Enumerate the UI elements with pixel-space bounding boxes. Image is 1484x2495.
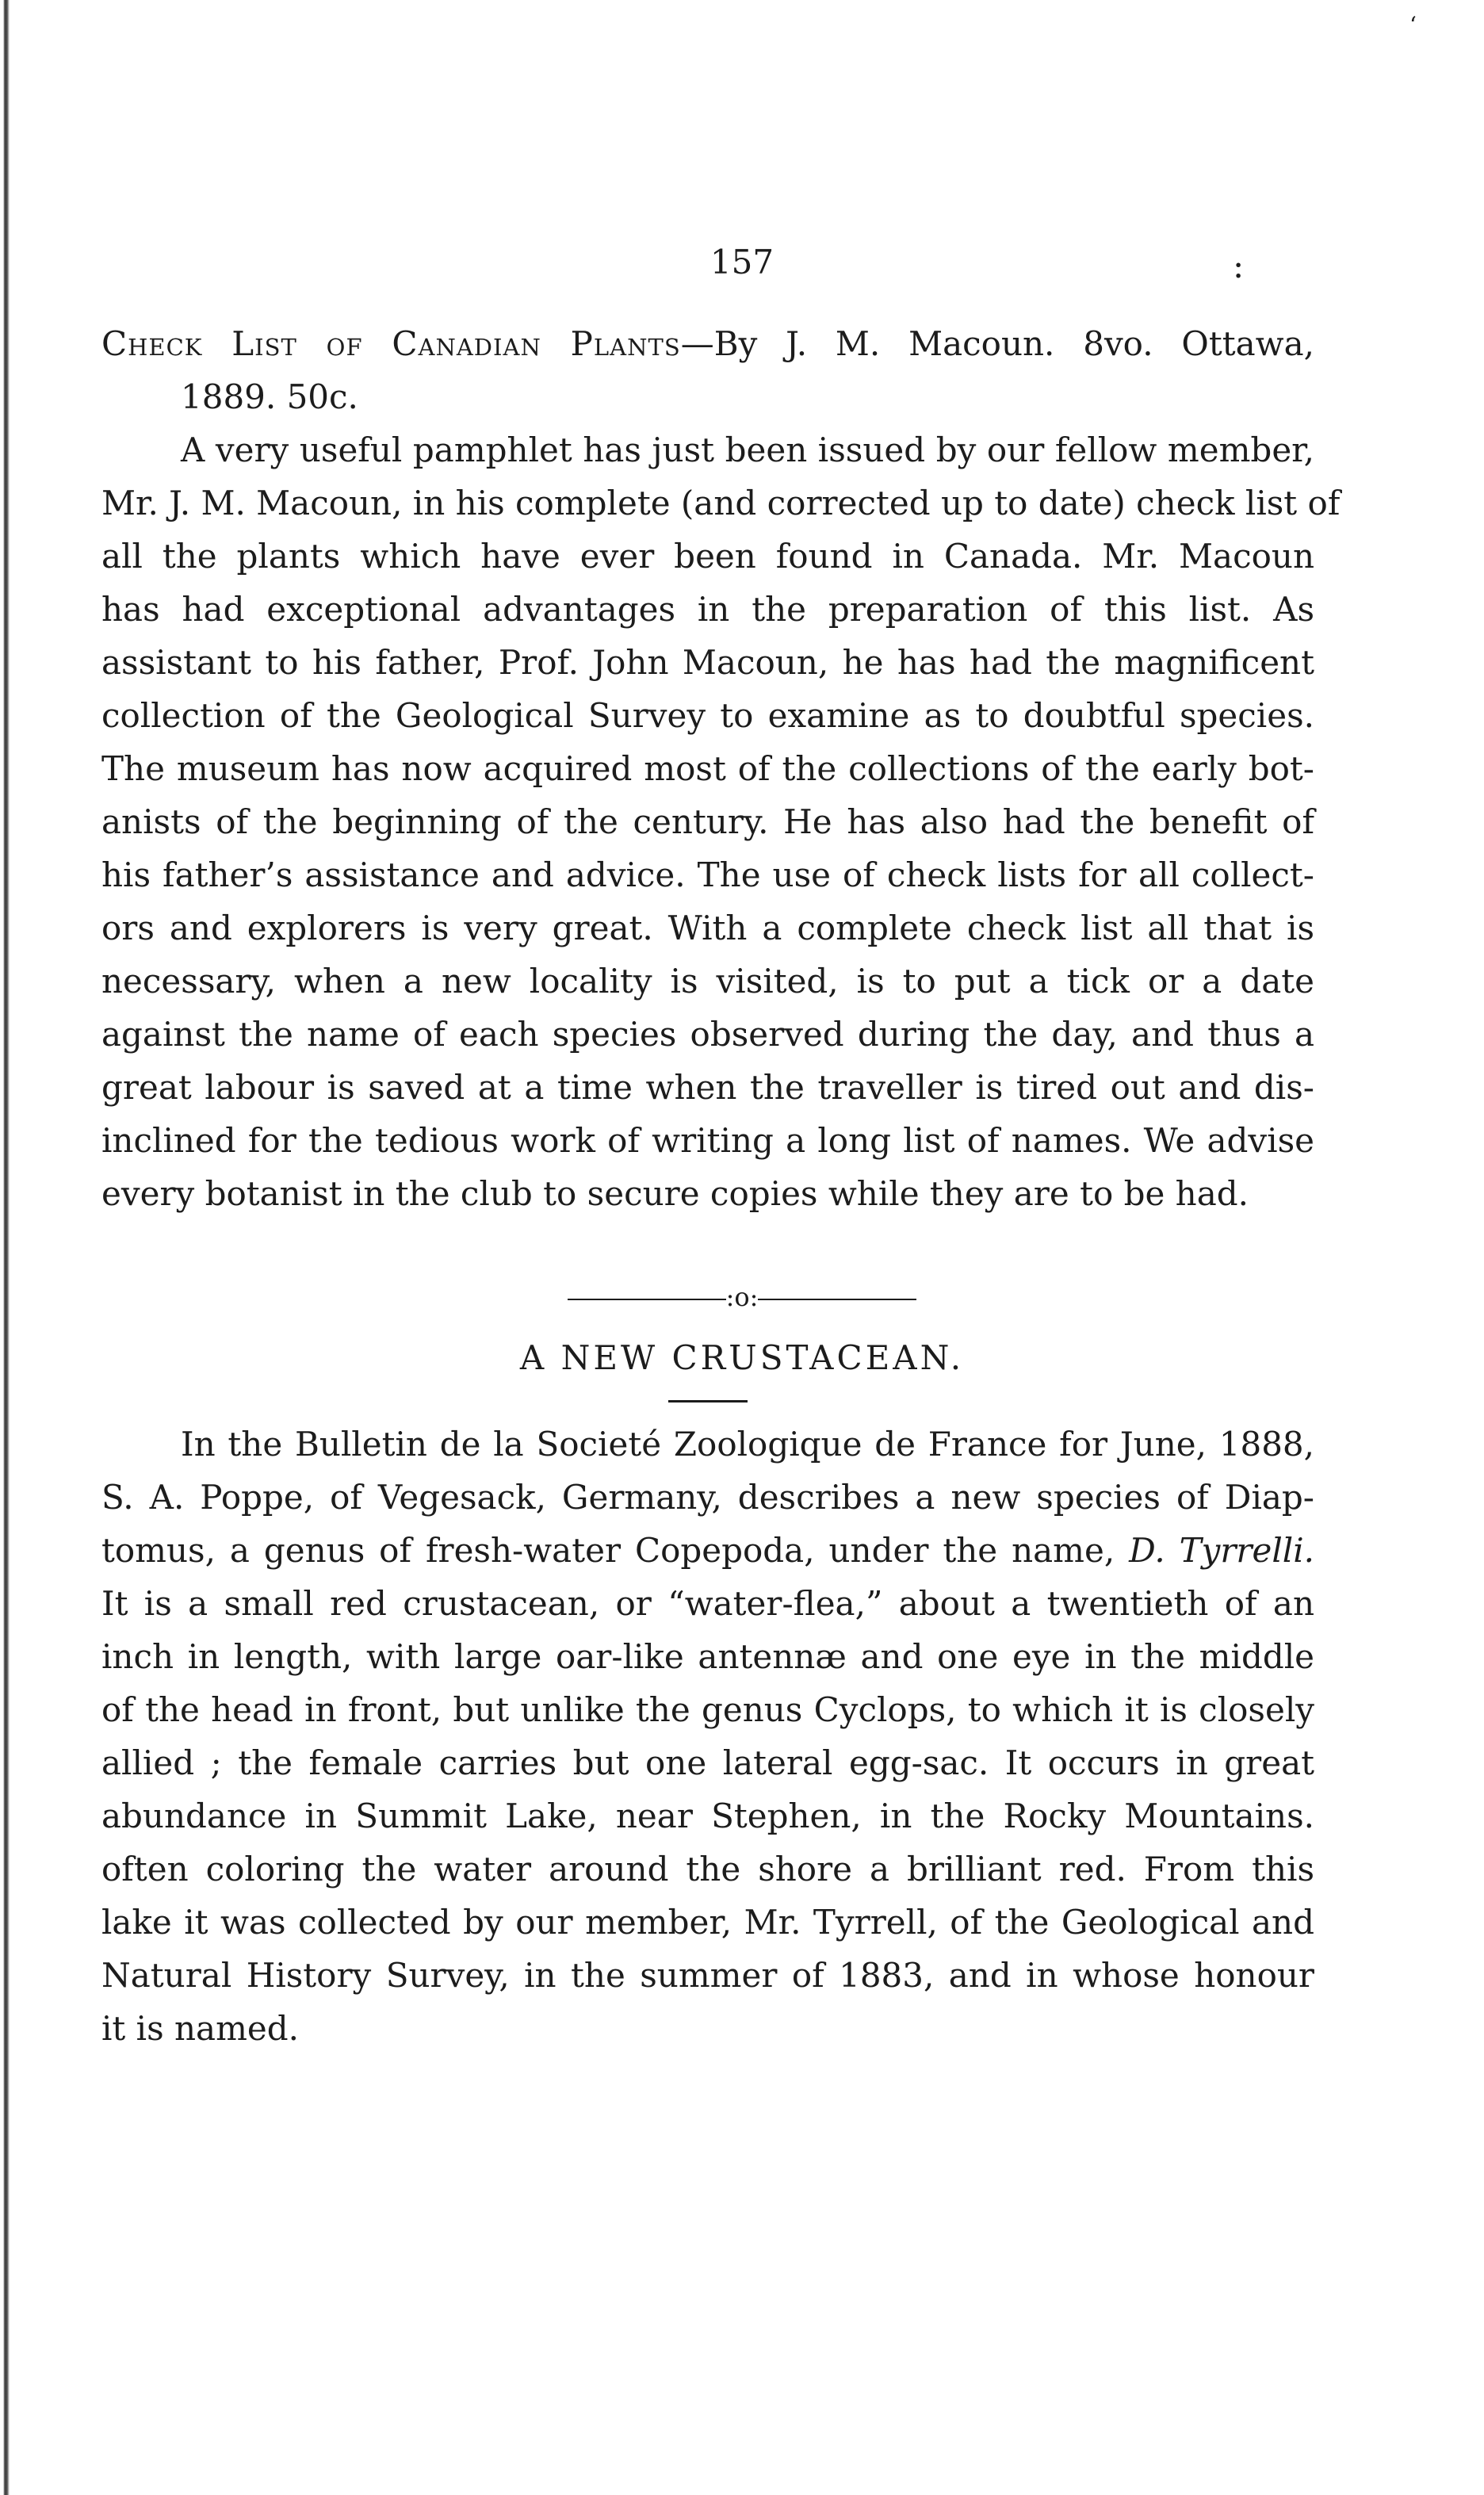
divider-rule-left (568, 1299, 726, 1300)
text-line: In the Bulletin de la Societé Zoologique de France for June, 1888, (181, 1425, 1314, 1464)
text-line: A very useful pamphlet has just been issued by our fellow member, (181, 431, 1314, 469)
text-line: collection of the Geological Survey to examine as to doubtful species. (101, 696, 1314, 735)
title-rule (668, 1400, 748, 1402)
text-line: anists of the beginning of the century. He has also had the benefit of (101, 802, 1314, 841)
divider-rule-right (758, 1299, 916, 1300)
margin-mark: : (1233, 247, 1245, 285)
check-list-heading-title: Check List of Canadian Plants (101, 324, 681, 363)
text-line: allied ; the female carries but one lateral egg-sac. It occurs in great (101, 1743, 1314, 1782)
species-name: D. Tyrrelli. (1129, 1531, 1315, 1570)
text-line: inch in length, with large oar-like antennæ and one eye in the middle (101, 1637, 1314, 1676)
text-line: Mr. J. M. Macoun, in his complete (and corrected up to date) check list of (101, 484, 1341, 522)
text-line-species-lead: tomus, a genus of fresh-water Copepoda, under the name, (101, 1531, 1130, 1570)
text-line: his father’s assistance and advice. The use of check lists for all collect- (101, 855, 1314, 894)
text-line: S. A. Poppe, of Vegesack, Germany, describes a new species of Diap- (101, 1478, 1314, 1517)
text-line: lake it was collected by our member, Mr. Tyrrell, of the Geological and (101, 1903, 1314, 1942)
section-divider (0, 1284, 1484, 1310)
text-line: assistant to his father, Prof. John Macoun, he has had the magnificent (101, 643, 1314, 682)
text-line: It is a small red crustacean, or “water-flea,” about a twentieth of an (101, 1584, 1314, 1623)
text-line: Natural History Survey, in the summer of 1883, and in whose honour (101, 1956, 1314, 1995)
check-list-section (101, 317, 1341, 1220)
text-line: inclined for the tedious work of writing a long list of names. We advise (101, 1121, 1314, 1160)
check-list-heading (101, 317, 1314, 370)
text-line: great labour is saved at a time when the traveller is tired out and dis- (101, 1068, 1314, 1107)
text-line: it is named. (101, 2009, 300, 2048)
text-line-species (101, 1524, 1314, 1577)
section-title: A NEW CRUSTACEAN. (519, 1338, 965, 1377)
divider-ornament: :o: (725, 1282, 759, 1312)
text-line: The museum has now acquired most of the collections of the early bot- (101, 749, 1314, 788)
text-line: abundance in Summit Lake, near Stephen, in the Rocky Mountains. (101, 1797, 1314, 1835)
check-list-heading-line2: 1889. 50c. (181, 377, 358, 416)
page-number: 157 (709, 243, 775, 281)
corner-mark: ‘ (1409, 12, 1417, 38)
text-line: ors and explorers is very great. With a complete check list all that is (101, 909, 1314, 947)
crustacean-section (101, 1418, 1314, 2055)
text-line: often coloring the water around the shore a brilliant red. From this (101, 1850, 1314, 1888)
text-line: every botanist in the club to secure copies while they are to be had. (101, 1174, 1249, 1213)
check-list-heading-rest: —By J. M. Macoun. 8vo. Ottawa, (680, 324, 1314, 363)
text-line: has had exceptional advantages in the preparation of this list. As (101, 590, 1314, 629)
text-line: necessary, when a new locality is visited, is to put a tick or a date (101, 962, 1314, 1001)
page-binding-edge (0, 0, 11, 2495)
text-line: of the head in front, but unlike the genus Cyclops, to which it is closely (101, 1690, 1314, 1729)
text-line: against the name of each species observed during the day, and thus a (101, 1015, 1314, 1054)
text-line: all the plants which have ever been found in Canada. Mr. Macoun (101, 537, 1314, 576)
